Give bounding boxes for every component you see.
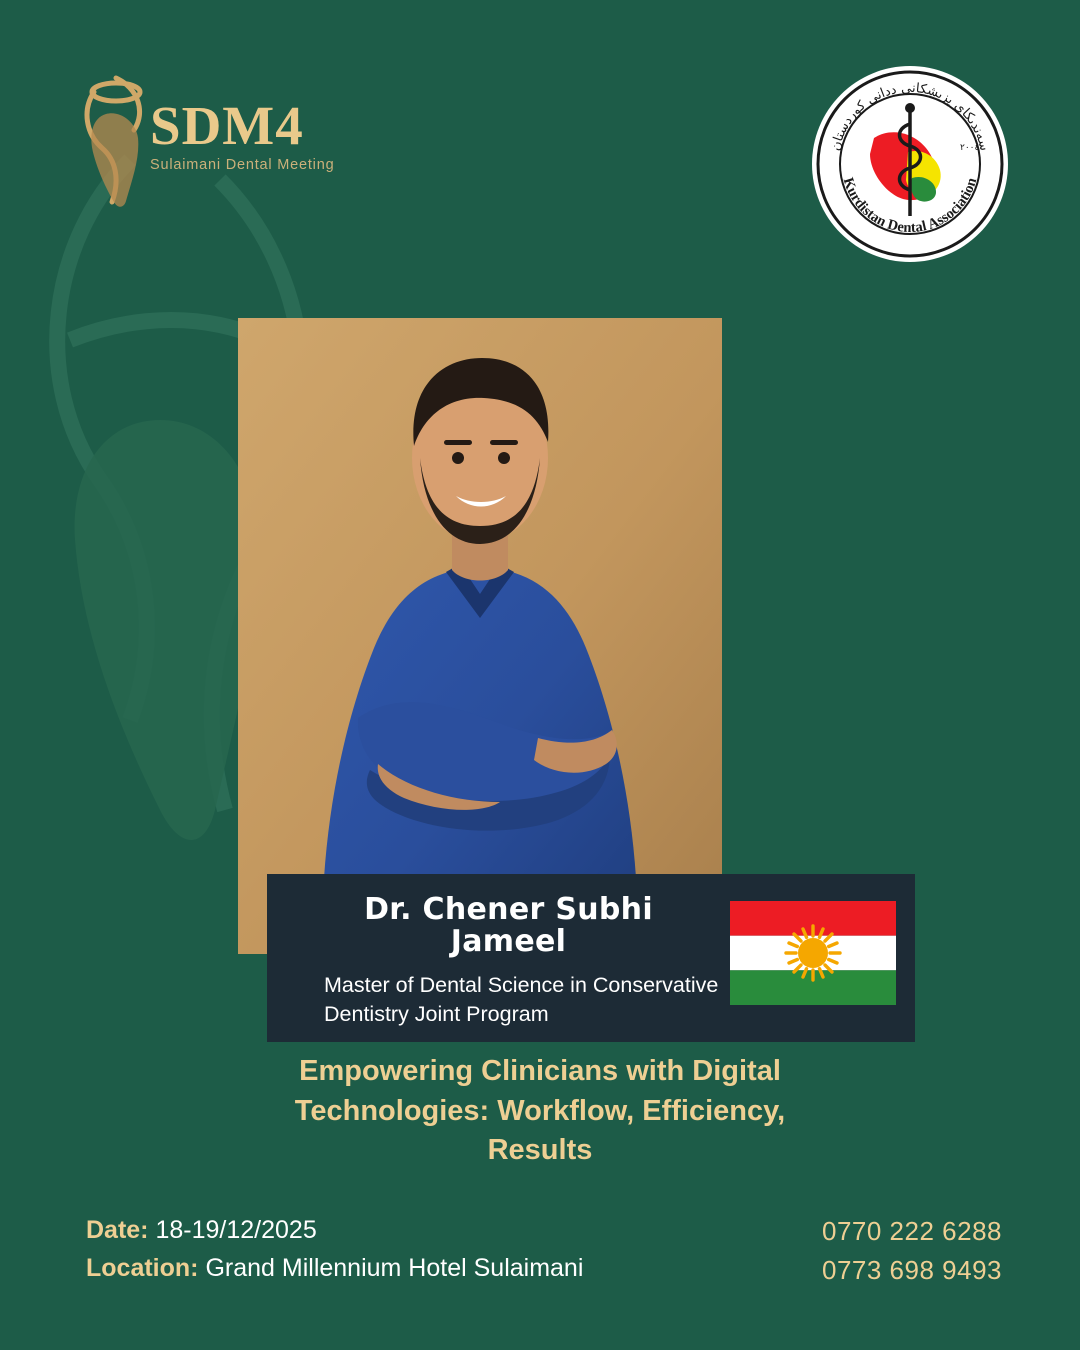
event-location-row	[86, 1250, 706, 1288]
contact-phones	[822, 1212, 1002, 1290]
date-value: 18-19/12/2025	[155, 1216, 317, 1244]
event-date-row	[86, 1212, 706, 1250]
event-details	[86, 1212, 706, 1287]
date-label: Date:	[86, 1216, 149, 1244]
svg-text:سەندیکای پزیشکانی ددانی کوردست: سەندیکای پزیشکانی ددانی کوردستان	[828, 80, 992, 153]
sdm4-wordmark	[150, 95, 370, 173]
kurdistan-flag-icon	[729, 900, 897, 1006]
phone-number-2[interactable]: 0773 698 9493	[821, 1255, 1002, 1285]
location-value: Grand Millennium Hotel Sulaimani	[205, 1253, 584, 1282]
speaker-name-card	[267, 874, 915, 1042]
svg-text:٢٠٠٤: ٢٠٠٤	[960, 143, 980, 153]
sdm4-title: SDM4	[150, 95, 304, 156]
speaker-photo	[238, 318, 722, 954]
sdm4-subtitle: Sulaimani Dental Meeting	[150, 157, 335, 173]
phone-number-1[interactable]: 0770 222 6288	[821, 1216, 1002, 1246]
speaker-name: Dr. Chener Subhi Jameel	[364, 892, 653, 959]
sdm4-logo	[72, 70, 372, 215]
location-label: Location:	[86, 1253, 199, 1282]
tooth-swirl-icon	[72, 70, 158, 210]
speaker-info	[324, 894, 729, 1028]
lecture-title: Empowering Clinicians with Digital Technologies: Workflow, Efficiency, Results	[294, 1055, 786, 1167]
svg-text:Kurdistan Dental Association: Kurdistan Dental Association	[839, 175, 981, 237]
kurdistan-dental-association-seal-icon	[812, 66, 1008, 262]
speaker-degree: Master of Dental Science in Conservative Dentistry Joint Program	[324, 973, 719, 1026]
